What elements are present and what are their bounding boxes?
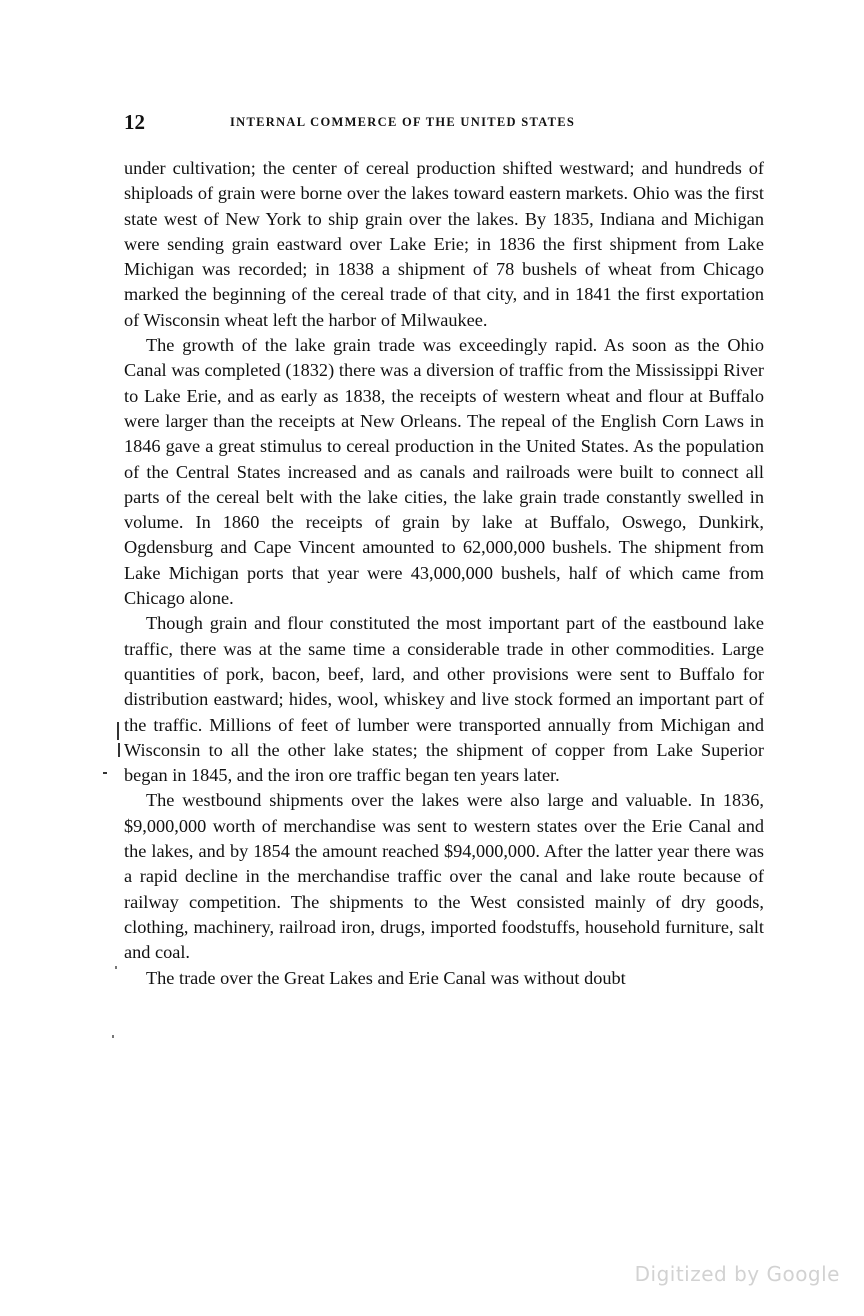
page-number: 12 <box>124 110 145 134</box>
page-header <box>124 108 764 136</box>
paragraph-5: The trade over the Great Lakes and Erie Canal was without doubt <box>146 967 626 988</box>
margin-pencil-mark <box>117 722 119 740</box>
margin-speck <box>115 966 117 969</box>
body-text <box>124 156 764 991</box>
paragraph-4: The westbound shipments over the lakes were also large and valuable. In 1836, $9,000,000 worth of merchandise was sent to western states over the Erie Canal and the lakes, and by 1854 the amount reached $94,000,000. After the latter year there was a rapid decline in the merchandise traffic over the canal and lake route because of railway competition. The shipments to the West consisted mainly of dry goods, clothing, machinery, railroad iron, drugs, imported foodstuffs, household furniture, salt and coal. <box>124 790 764 963</box>
paragraph-1: under cultivation; the center of cereal production shifted westward; and hundreds of shiploads of grain were borne over the lakes toward eastern markets. Ohio was the first state west of New York to ship grain over the lakes. By 1835, Indiana and Michigan were sending grain eastward over Lake Erie; in 1836 the first shipment from Lake Michigan was recorded; in 1838 a shipment of 78 bushels of wheat from Chicago marked the beginning of the cereal trade of that city, and in 1841 the first exportation of Wisconsin wheat left the harbor of Milwaukee. <box>124 158 764 330</box>
margin-pencil-mark <box>118 743 120 757</box>
paragraph-3: Though grain and flour constituted the most important part of the eastbound lake traffic, there was at the same time a considerable trade in other commodities. Large quantities of pork, bacon, beef, lard, and other provisions were sent to Buffalo for distribution eastward; hides, wool, whiskey and live stock formed an important part of the traffic. Millions of feet of lumber were transported annually from Michigan and Wisconsin to all the other lake states; the shipment of copper from Lake Superior began in 1845, and the iron ore traffic began ten years later. <box>124 613 764 786</box>
margin-speck <box>112 1035 114 1038</box>
running-head: INTERNAL COMMERCE OF THE UNITED STATES <box>230 115 576 129</box>
digitized-watermark: Digitized by Google <box>634 1262 840 1286</box>
paragraph-2: The growth of the lake grain trade was exceedingly rapid. As soon as the Ohio Canal was completed (1832) there was a diversion of traffic from the Mississippi River to Lake Erie, and as early as 1838, the receipts of western wheat and flour at Buffalo were larger than the receipts at New Orleans. The repeal of the English Corn Laws in 1846 gave a great stimulus to cereal production in the United States. As the population of the Central States increased and as canals and railroads were built to connect all parts of the cereal belt with the lake cities, the lake grain trade constantly swelled in volume. In 1860 the receipts of grain by lake at Buffalo, Oswego, Dunkirk, Ogdensburg and Cape Vincent amounted to 62,000,000 bushels. The shipment from Lake Michigan ports that year were 43,000,000 bushels, half of which came from Chicago alone. <box>124 335 764 609</box>
margin-pencil-mark <box>103 772 107 774</box>
